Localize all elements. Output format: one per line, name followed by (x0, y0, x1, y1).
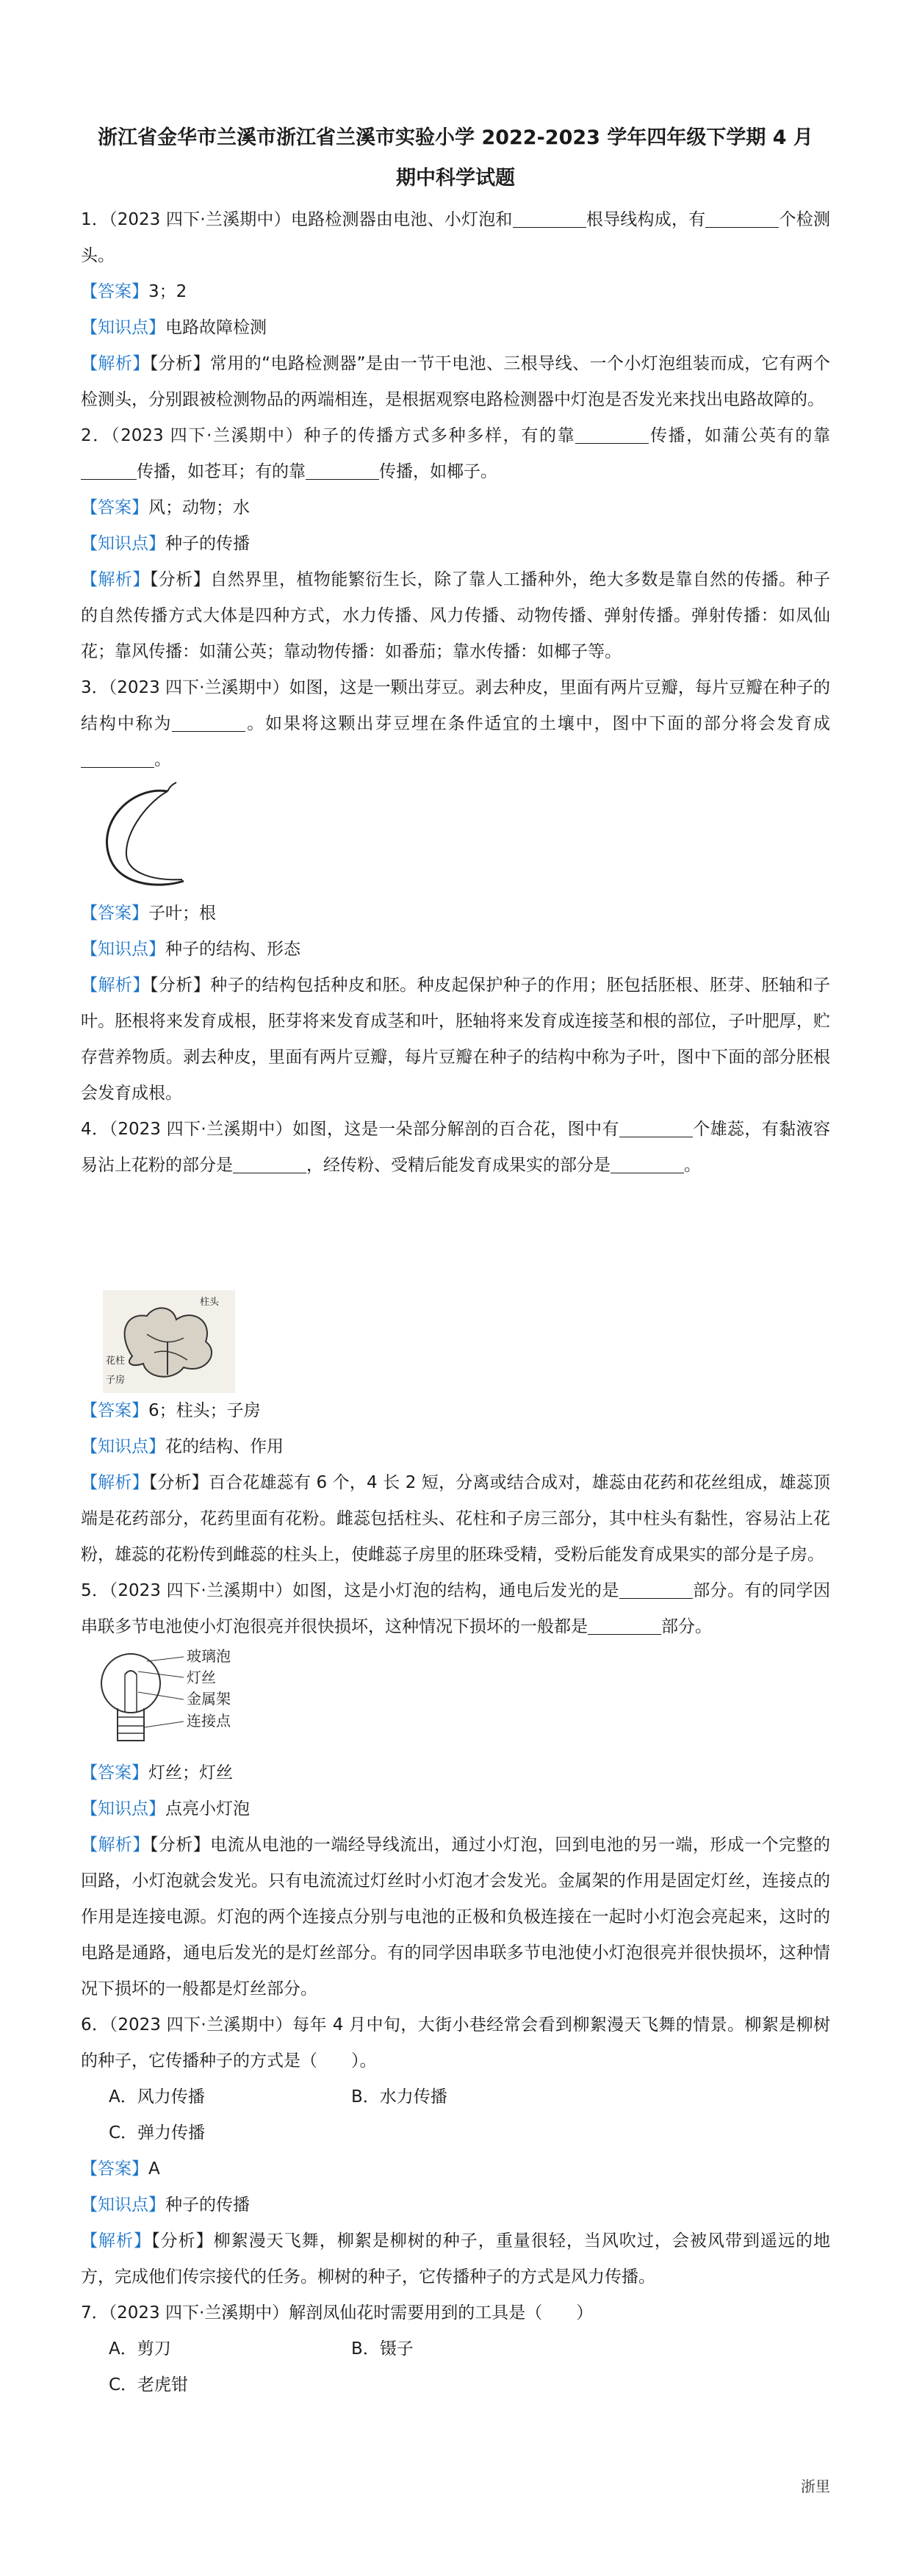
answer-blank (172, 730, 245, 732)
question-7: 7．（2023 四下·兰溪期中）解剖凤仙花时需要用到的工具是（ ） (81, 2303, 594, 2323)
contact-point-label: 连接点 (187, 1712, 231, 1730)
option-a: A．风力传播 (109, 2087, 205, 2107)
question-5: 5．（2023 四下·兰溪期中）如图，这是小灯泡的结构，通电后发光的是 部分。有的同学因串联多节电池使小灯泡很亮并很快损坏，这种情况下损坏的一般都是 部分。 (81, 1581, 831, 1636)
analysis-6: 【解析】【分析】柳絮漫天飞舞，柳絮是柳树的种子，重量很轻，当风吹过，会被风带到遥远的地方，完成他们传宗接代的任务。柳树的种子，它传播种子的方式是风力传播。 (81, 2231, 831, 2287)
lily-flower-figure (81, 1184, 830, 1393)
knowledge-5: 【知识点】点亮小灯泡 (81, 1799, 250, 1818)
question-3: 3．（2023 四下·兰溪期中）如图，这是一颗出芽豆。剥去种皮，里面有两片豆瓣，每片豆瓣在种子的结构中称为 。如果将这颗出芽豆埋在条件适宜的土壤中，图中下面的部分将会发育成。 (81, 678, 831, 769)
answer-blank (619, 1136, 693, 1137)
knowledge-6: 【知识点】种子的传播 (81, 2195, 250, 2215)
question-4: 4．（2023 四下·兰溪期中）如图，这是一朵部分解剖的百合花，图中有 个雄蕊，有黏液容易沾上花粉的部分是 ，经传粉、受精后能发育成果实的部分是 。 (81, 1120, 831, 1175)
option-b: B．镊子 (351, 2339, 414, 2359)
question-1: 1．（2023 四下·兰溪期中）电路检测器由电池、小灯泡和 根导线构成，有 个检测头。 (81, 210, 831, 265)
analysis-5: 【解析】【分析】电流从电池的一端经导线流出，通过小灯泡，回到电池的另一端，形成一个完整的回路，小灯泡就会发光。只有电流流过灯丝时小灯泡才会发光。金属架的作用是固定灯丝，连接点的作用是连接电源。灯泡的两个连接点分别与电池的正极和负极连接在一起时小灯泡会亮起来，这时的电路是通路，通电后发光的是灯丝部分。有的同学因串联多节电池使小灯泡很亮并很快损坏，这种情况下损坏的一般都是灯丝部分。 (81, 1835, 831, 1998)
analysis-1: 【解析】【分析】常用的“电路检测器”是由一节干电池、三根导线、一个小灯泡组装而成，它有两个检测头，分别跟被检测物品的两端相连，是根据观察电路检测器中灯泡是否发光来找出电路故障的。 (81, 354, 831, 409)
sprouted-bean-drawing (81, 778, 191, 896)
metal-frame-label: 金属架 (187, 1690, 231, 1708)
answer-6: 【答案】A (81, 2159, 160, 2179)
bulb-figure (81, 1645, 830, 1755)
answer-blank (513, 226, 586, 228)
option-a: A．剪刀 (109, 2339, 171, 2359)
ovary-label: 子房 (106, 1375, 126, 1386)
answer-blank (575, 442, 649, 444)
answer-5: 【答案】灯丝；灯丝 (81, 1763, 233, 1782)
lily-flower-drawing (103, 1290, 235, 1393)
knowledge-4: 【知识点】花的结构、作用 (81, 1437, 284, 1456)
answer-4: 【答案】6；柱头；子房 (81, 1401, 261, 1420)
glass-bulb-label: 玻璃泡 (187, 1647, 231, 1665)
analysis-2: 【解析】【分析】自然界里，植物能繁衍生长，除了靠人工播种外，绝大多数是靠自然的传播。种子的自然传播方式大体是四种方式，水力传播、风力传播、动物传播、弹射传播。弹射传播：如凤仙花；靠风传播：如蒲公英；靠动物传播：如番茄；靠水传播：如椰子等。 (81, 570, 831, 661)
answer-blank (81, 766, 154, 768)
answer-blank (611, 1172, 684, 1173)
title-line-1: 浙江省金华市兰溪市浙江省兰溪市实验小学 2022-2023 学年四年级下学期 4 月 (98, 126, 813, 149)
answer-blank (81, 478, 137, 480)
analysis-4: 【解析】【分析】百合花雄蕊有 6 个，4 长 2 短，分离或结合成对，雄蕊由花药和花丝组成，雄蕊顶端是花药部分，花药里面有花粉。雌蕊包括柱头、花柱和子房三部分，其中柱头有黏性，容易沾上花粉，雄蕊的花粉传到雌蕊的柱头上，使雌蕊子房里的胚珠受精，受粉后能发育成果实的部分是子房。 (81, 1473, 830, 1564)
document-title (81, 118, 830, 198)
sprouted-bean-figure (81, 778, 830, 896)
page-footer: 浙里 (801, 2478, 830, 2495)
stigma-label: 柱头 (200, 1297, 220, 1308)
answer-blank (619, 1597, 693, 1599)
knowledge-1: 【知识点】电路故障检测 (81, 318, 267, 337)
title-line-2: 期中科学试题 (396, 167, 515, 190)
knowledge-3: 【知识点】种子的结构、形态 (81, 940, 300, 959)
answer-2: 【答案】风；动物；水 (81, 498, 250, 517)
filament-label: 灯丝 (187, 1669, 216, 1686)
question-6-options (81, 2079, 830, 2151)
answer-blank (233, 1172, 306, 1173)
answer-blank (588, 1633, 661, 1635)
option-c: C．老虎钳 (109, 2375, 189, 2395)
questions-content (81, 202, 830, 2403)
answer-blank (705, 226, 779, 228)
option-c: C．弹力传播 (109, 2123, 206, 2143)
answer-3: 【答案】子叶；根 (81, 904, 216, 923)
style-label: 花柱 (106, 1356, 126, 1367)
answer-1: 【答案】3；2 (81, 282, 187, 301)
question-2: 2．（2023 四下·兰溪期中）种子的传播方式多种多样，有的靠 传播，如蒲公英有的靠传播，如苍耳；有的靠 传播，如椰子。 (81, 426, 831, 481)
question-6: 6．（2023 四下·兰溪期中）每年 4 月中旬，大街小巷经常会看到柳絮漫天飞舞的情景。柳絮是柳树的种子，它传播种子的方式是（ ）。 (81, 2015, 830, 2070)
answer-blank (306, 478, 379, 480)
option-b: B．水力传播 (351, 2087, 447, 2107)
analysis-3: 【解析】【分析】种子的结构包括种皮和胚。种皮起保护种子的作用；胚包括胚根、胚芽、胚轴和子叶。胚根将来发育成根，胚芽将来发育成茎和叶，胚轴将来发育成连接茎和根的部位，子叶肥厚，贮存营养物质。剥去种皮，里面有两片豆瓣，每片豆瓣在种子的结构中称为子叶，图中下面的部分胚根会发育成根。 (81, 976, 831, 1103)
question-7-options (81, 2331, 830, 2403)
bulb-drawing (96, 1647, 301, 1755)
knowledge-2: 【知识点】种子的传播 (81, 534, 250, 553)
